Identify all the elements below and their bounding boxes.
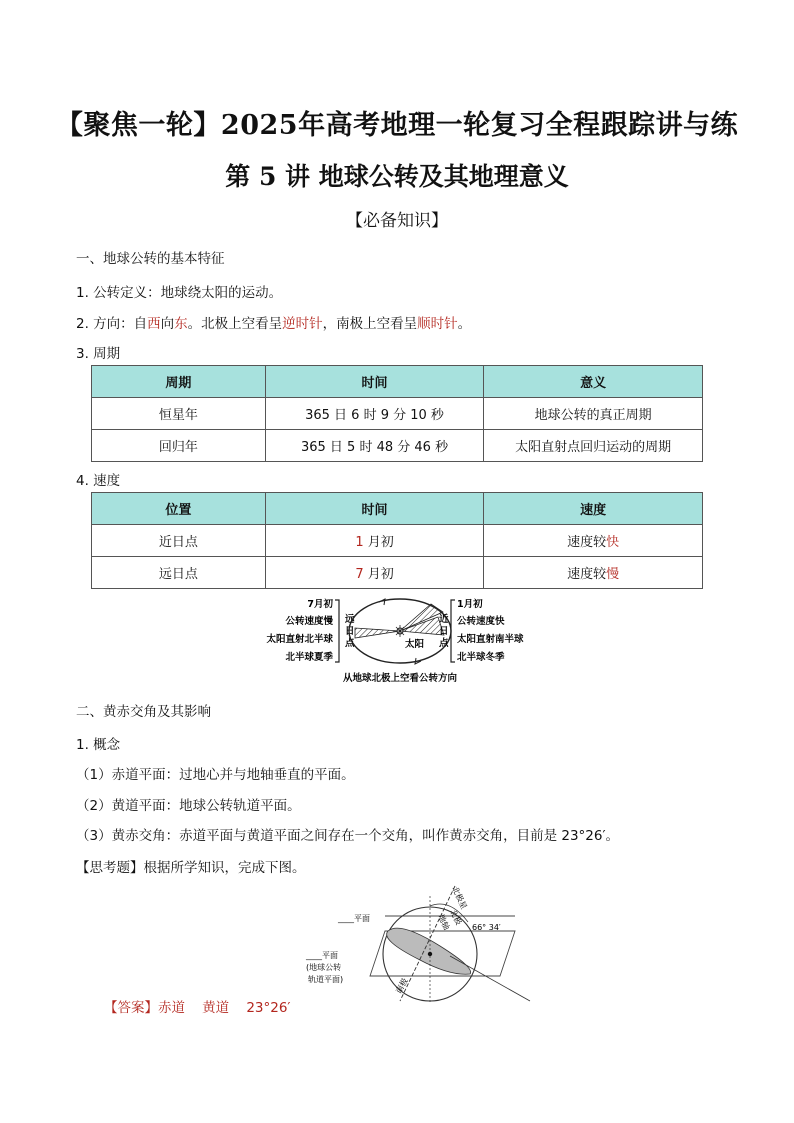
table-cell [265, 557, 484, 589]
speed-word: 慢 [606, 567, 620, 582]
right-box-line: 北半球冬季 [457, 652, 505, 663]
angle-label: 66° 34′ [472, 923, 501, 932]
table-header-cell: 时间 [265, 493, 484, 525]
ecliptic-plane-definition: （2）黄道平面：地球公转轨道平面。 [76, 798, 301, 814]
month-unit: 月初 [363, 535, 394, 550]
perihelion-char: 近 [439, 614, 449, 625]
table-cell [484, 525, 703, 557]
plane2-label: ____平面 [306, 951, 338, 960]
left-box-line: 7月初 [307, 599, 333, 610]
table-row [92, 525, 703, 557]
arrow-icon [379, 599, 385, 605]
direction-text: ，南极上空看呈 [322, 316, 418, 332]
plane1-label: ____平面 [338, 914, 370, 923]
aphelion-char: 日 [345, 626, 355, 637]
table-cell: 回归年 [92, 430, 266, 462]
section2-heading: 二、黄赤交角及其影响 [76, 704, 211, 720]
answer-line [104, 996, 291, 1016]
table-header-cell: 周期 [92, 366, 266, 398]
lesson-title: 第 5 讲 地球公转及其地理意义 [225, 162, 569, 191]
think-question: 【思考题】根据所学知识，完成下图。 [76, 860, 306, 876]
direction-text: 。北极上空看呈 [187, 316, 283, 332]
concept-heading: 1. 概念 [76, 737, 121, 753]
table-header-cell: 速度 [484, 493, 703, 525]
table-cell: 太阳直射点回归运动的周期 [484, 430, 703, 462]
table-cell [484, 557, 703, 589]
period-heading: 3. 周期 [76, 346, 121, 362]
month-unit: 月初 [363, 567, 394, 582]
direction-text: 。 [457, 316, 472, 332]
aphelion-char: 远 [345, 614, 355, 625]
plane2-note: (地球公转 [306, 963, 342, 972]
table-header-cell: 意义 [484, 366, 703, 398]
month-number: 1 [355, 535, 364, 550]
table-cell: 远日点 [92, 557, 266, 589]
table-header-cell: 时间 [265, 366, 484, 398]
speed-word: 快 [606, 535, 620, 550]
main-title: 【聚焦一轮】2025年高考地理一轮复习全程跟踪讲与练 [55, 110, 739, 141]
table-cell: 恒星年 [92, 398, 266, 430]
table-cell: 地球公转的真正周期 [484, 398, 703, 430]
orbit-line [450, 956, 530, 1001]
equator-plane-definition: （1）赤道平面：过地心并与地轴垂直的平面。 [76, 767, 355, 783]
answer-label: 【答案】 [104, 1000, 158, 1016]
table-cell: 365 日 5 时 48 分 46 秒 [265, 430, 484, 462]
aphelion-sector [355, 628, 400, 638]
earth-center [428, 952, 432, 956]
right-bracket [451, 600, 455, 662]
period-table [91, 365, 703, 462]
speed-heading: 4. 速度 [76, 473, 121, 489]
right-box-line: 1月初 [457, 599, 483, 610]
orbit-diagram [255, 594, 545, 686]
perihelion-char: 点 [439, 638, 449, 649]
clockwise-word: 顺时针 [417, 316, 458, 332]
left-box-line: 太阳直射北半球 [266, 634, 333, 645]
axis-label: 地轴 [436, 913, 452, 932]
east-word: 东 [174, 316, 188, 332]
left-bracket [335, 600, 339, 662]
aphelion-char: 点 [345, 638, 355, 649]
right-box-line: 公转速度快 [457, 616, 505, 627]
equator-plane [387, 928, 471, 974]
month-number: 7 [355, 567, 364, 582]
west-word: 西 [147, 316, 161, 332]
south-pole-label: 南极 [393, 976, 410, 995]
table-cell: 近日点 [92, 525, 266, 557]
speed-table [91, 492, 703, 589]
table-cell [265, 525, 484, 557]
sun-icon [394, 625, 406, 637]
table-row [92, 398, 703, 430]
direction-text: 向 [160, 316, 175, 332]
diagram-caption: 从地球北极上空看公转方向 [342, 673, 458, 684]
table-row [92, 430, 703, 462]
perihelion-char: 日 [439, 626, 449, 637]
left-box-line: 北半球夏季 [285, 652, 333, 663]
left-box-line: 公转速度慢 [285, 616, 333, 627]
table-row [92, 557, 703, 589]
north-pole-label: 北极 [448, 908, 464, 927]
knowledge-tag: 【必备知识】 [346, 211, 448, 231]
table-header-row [92, 366, 703, 398]
obliquity-definition: （3）黄赤交角：赤道平面与黄道平面之间存在一个交角，叫作黄赤交角，目前是 23°26′。 [76, 828, 620, 844]
table-header-cell: 位置 [92, 493, 266, 525]
globe-diagram [300, 876, 540, 1006]
sun-label: 太阳 [405, 639, 425, 650]
table-header-row [92, 493, 703, 525]
speed-prefix: 速度较 [567, 567, 607, 582]
counterclockwise-word: 逆时针 [282, 316, 323, 332]
answer-values: 赤道 黄道 23°26′ [158, 1000, 291, 1016]
definition-line: 1. 公转定义：地球绕太阳的运动。 [76, 285, 283, 301]
direction-text: 2. 方向：自 [76, 316, 148, 332]
polaris-label: 北极星 [450, 885, 469, 911]
direction-line [76, 312, 471, 332]
right-box-line: 太阳直射南半球 [457, 634, 524, 645]
table-cell: 365 日 6 时 9 分 10 秒 [265, 398, 484, 430]
section1-heading: 一、地球公转的基本特征 [76, 251, 225, 267]
speed-prefix: 速度较 [567, 535, 607, 550]
plane2-note: 轨道平面) [308, 975, 344, 984]
